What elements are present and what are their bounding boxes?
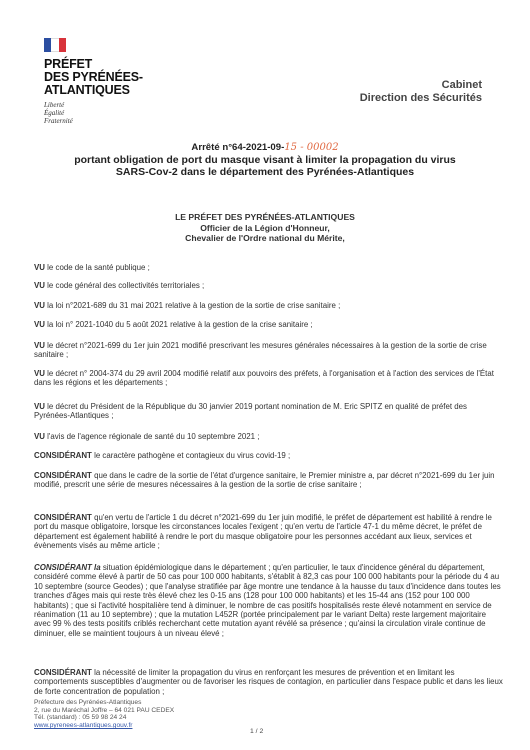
- arrete-number: Arrêté n°64-2021-09-15 - 00002: [191, 142, 339, 153]
- republic-motto: Liberté Égalité Fraternité: [44, 101, 73, 125]
- title-line-2: SARS-Cov-2 dans le département des Pyrénées-Atlantiques: [115, 166, 415, 178]
- marianne-flag-icon: [44, 38, 66, 52]
- visa-paragraph: VU la loi n° 2021-1040 du 5 août 2021 relative à la gestion de la crise sanitaire ;: [34, 320, 313, 329]
- considerant-paragraph: CONSIDÉRANT le caractère pathogène et contagieux du virus covid-19 ;: [34, 451, 291, 460]
- handwritten-number: 15 - 00002: [284, 142, 339, 153]
- prefet-heading: LE PRÉFET DES PYRÉNÉES-ATLANTIQUES Officier de la Légion d'Honneur, Chevalier de l'Ordre national du Mérite,: [175, 212, 355, 243]
- title-line-1: portant obligation de port du masque visant à limiter la propagation du virus: [74, 154, 456, 166]
- visa-paragraph: VU la loi n°2021-689 du 31 mai 2021 relative à la gestion de la sortie de crise sanitaire ;: [34, 301, 341, 310]
- considerant-paragraph: CONSIDÉRANT qu'en vertu de l'article 1 du décret n°2021-699 du 1er juin modifié, le préfet de département est habilité à rendre le port du masque obligatoire, lorsque les circonstances locales l'exigent ; qu'en vertu de l'article 47-1 du même décret, le préfet de département est également habilité à rendre le port du masque obligatoire pour les personnes accédant aux lieux, services et évènements visés au même article ;: [34, 513, 492, 551]
- service-header: Cabinet Direction des Sécurités: [359, 79, 482, 104]
- page-footer: Préfecture des Pyrénées-Atlantiques 2, rue du Maréchal Joffre – 64 021 PAU CEDEX Tél. (standard) : 05 59 98 24 24 www.pyrenees-atlantiques.gouv.fr: [34, 699, 175, 730]
- prefecture-logo: [44, 38, 154, 125]
- visa-paragraph: VU le décret n° 2004-374 du 29 avril 2004 modifié relatif aux pouvoirs des préfets, à l'organisation et à l'action des services de l'État dans les régions et les départements ;: [34, 369, 494, 388]
- visa-paragraph: VU l'avis de l'agence régionale de santé du 10 septembre 2021 ;: [34, 432, 260, 441]
- considerant-paragraph: CONSIDÉRANT la situation épidémiologique dans le département ; qu'en particulier, le taux d'incidence général du département, considéré comme élevé à partir de 50 cas pour 100 000 habitants, s'établit à 82,3 cas pour 100 000 habitants pour la période du 4 au 10 septembre (source Geodes) ; que l'analyse stratifiée par âge montre une tendance à la hausse du taux d'incidence dans toutes les tranches d'âges mais qui reste très élevé chez les 0-15 ans (128 pour 100 000 habitants) et les 15-44 ans (152 pour 100 000 habitants) ; que si l'activité hospitalière tend à diminuer, le nombre de cas positifs hospitalisés reste élevé notamment en service de réanimation (11 au 10 septembre) ; que la mutation L452R (portée principalement par le variant Delta) reste largement majoritaire avec 99 % des tests positifs criblés recherchant cette mutation ayant révélé sa présence ; qu'ainsi la circulation virale continue de diminuer, elle se maintient toujours à un niveau élevé ;: [34, 563, 501, 638]
- considerant-paragraph: CONSIDÉRANT que dans le cadre de la sortie de l'état d'urgence sanitaire, le Premier ministre a, par décret n°2021-699 du 1er juin modifié, prescrit une série de mesures nécessaires à la gestion de la sortie de crise sanitaire ;: [34, 471, 495, 490]
- page-number: 1 / 2: [250, 728, 264, 735]
- visa-paragraph: VU le décret du Président de la République du 30 janvier 2019 portant nomination de M. Eric SPITZ en qualité de préfet des Pyrénées-Atlantiques ;: [34, 402, 467, 421]
- considerant-paragraph: CONSIDÉRANT la nécessité de limiter la propagation du virus en renforçant les mesures de prévention et en limitant les comportements susceptibles d'augmenter ou de favoriser les risques de contagion, en particulier dans l'espace public et dans les lieux de forte concentration de population ;: [34, 668, 503, 696]
- visa-paragraph: VU le code de la santé publique ;: [34, 263, 150, 272]
- org-name: PRÉFET DES PYRÉNÉES- ATLANTIQUES: [44, 57, 143, 97]
- arrete-title: [40, 142, 490, 178]
- prefecture-website-link[interactable]: www.pyrenees-atlantiques.gouv.fr: [34, 722, 133, 730]
- visa-paragraph: VU le décret n°2021-699 du 1er juin 2021 modifié prescrivant les mesures générales nécessaires à la gestion de la sortie de crise sanitaire ;: [34, 341, 487, 360]
- visa-paragraph: VU le code général des collectivités territoriales ;: [34, 281, 205, 290]
